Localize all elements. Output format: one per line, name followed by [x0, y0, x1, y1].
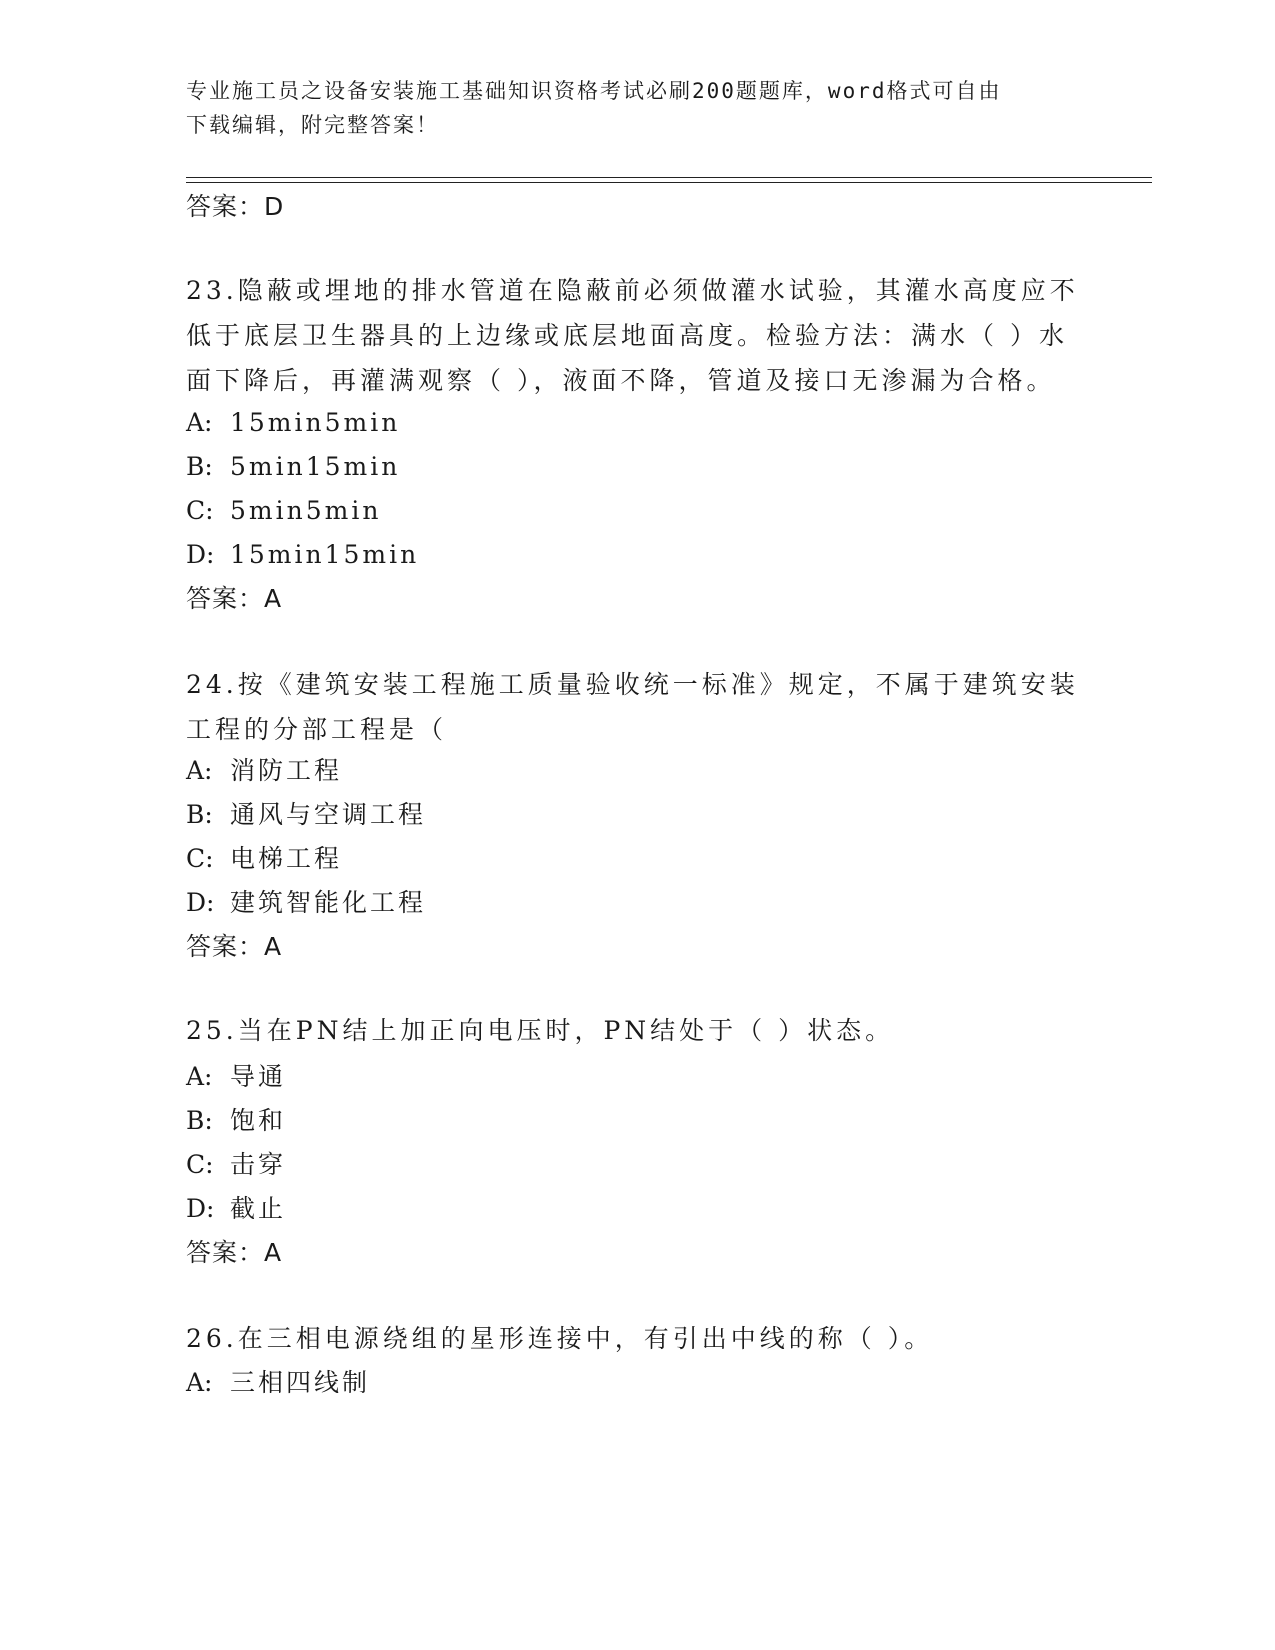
option-key: A:: [186, 1062, 213, 1091]
question-24-text: [186, 662, 1086, 752]
option-text: 击穿: [230, 1150, 287, 1179]
question-26-line-1: 26.在三相电源绕组的星形连接中，有引出中线的称（ ）。: [186, 1324, 934, 1353]
header-divider-bottom: [186, 182, 1152, 183]
option-key: A:: [186, 408, 213, 437]
option-text: 15min5min: [230, 408, 401, 437]
option-text: 饱和: [230, 1106, 287, 1135]
question-23-option-d: [186, 540, 419, 570]
question-25-answer: 答案：A: [186, 1238, 283, 1267]
option-text: 通风与空调工程: [230, 800, 427, 829]
question-25-option-c: [186, 1150, 286, 1180]
question-24-option-c: [186, 844, 342, 874]
question-25-option-a: [186, 1062, 286, 1092]
question-24-line-2: 工程的分部工程是（: [186, 715, 448, 744]
question-23-option-a: [186, 408, 400, 438]
question-26-option-a: [186, 1368, 370, 1398]
question-23-line-1: 23.隐蔽或埋地的排水管道在隐蔽前必须做灌水试验，其灌水高度应不: [186, 276, 1079, 305]
option-text: 建筑智能化工程: [230, 888, 427, 917]
question-26-text: [186, 1316, 1086, 1361]
question-23-line-2: 低于底层卫生器具的上边缘或底层地面高度。检验方法：满水（ ）水: [186, 321, 1068, 350]
header-divider-top: [186, 177, 1152, 178]
option-text: 5min5min: [230, 496, 382, 525]
question-24-option-d: [186, 888, 426, 918]
question-24-answer: 答案：A: [186, 932, 283, 961]
question-25-line-1: 25.当在PN结上加正向电压时，PN结处于（ ）状态。: [186, 1016, 895, 1045]
header-line-1: 专业施工员之设备安装施工基础知识资格考试必刷200题题库，word格式可自由: [186, 79, 1002, 103]
answer-label-22: 答案：D: [186, 192, 285, 221]
option-text: 三相四线制: [230, 1368, 371, 1397]
question-25-option-d: [186, 1194, 286, 1224]
question-23-line-3: 面下降后，再灌满观察（ ），液面不降，管道及接口无渗漏为合格。: [186, 366, 1056, 395]
option-key: D:: [186, 1194, 215, 1223]
document-header: [186, 74, 1066, 142]
question-24-option-b: [186, 800, 426, 830]
question-24-option-a: [186, 756, 342, 786]
option-text: 导通: [230, 1062, 287, 1091]
option-key: D:: [186, 888, 215, 917]
option-key: B:: [186, 452, 213, 481]
question-25-option-b: [186, 1106, 286, 1136]
question-24-line-1: 24.按《建筑安装工程施工质量验收统一标准》规定，不属于建筑安装: [186, 670, 1079, 699]
option-key: C:: [186, 844, 214, 873]
option-key: B:: [186, 800, 213, 829]
option-key: A:: [186, 756, 213, 785]
question-25-text: [186, 1008, 1086, 1053]
question-23-option-b: [186, 452, 400, 482]
option-key: D:: [186, 540, 215, 569]
option-text: 消防工程: [230, 756, 343, 785]
option-key: C:: [186, 496, 214, 525]
question-23-text: [186, 268, 1086, 403]
option-key: C:: [186, 1150, 214, 1179]
option-key: A:: [186, 1368, 213, 1397]
option-text: 截止: [230, 1194, 287, 1223]
option-text: 5min15min: [230, 452, 401, 481]
option-text: 电梯工程: [230, 844, 343, 873]
header-line-2: 下载编辑，附完整答案！: [186, 113, 439, 137]
question-23-option-c: [186, 496, 381, 526]
question-23-answer: 答案：A: [186, 584, 283, 613]
option-key: B:: [186, 1106, 213, 1135]
option-text: 15min15min: [230, 540, 420, 569]
